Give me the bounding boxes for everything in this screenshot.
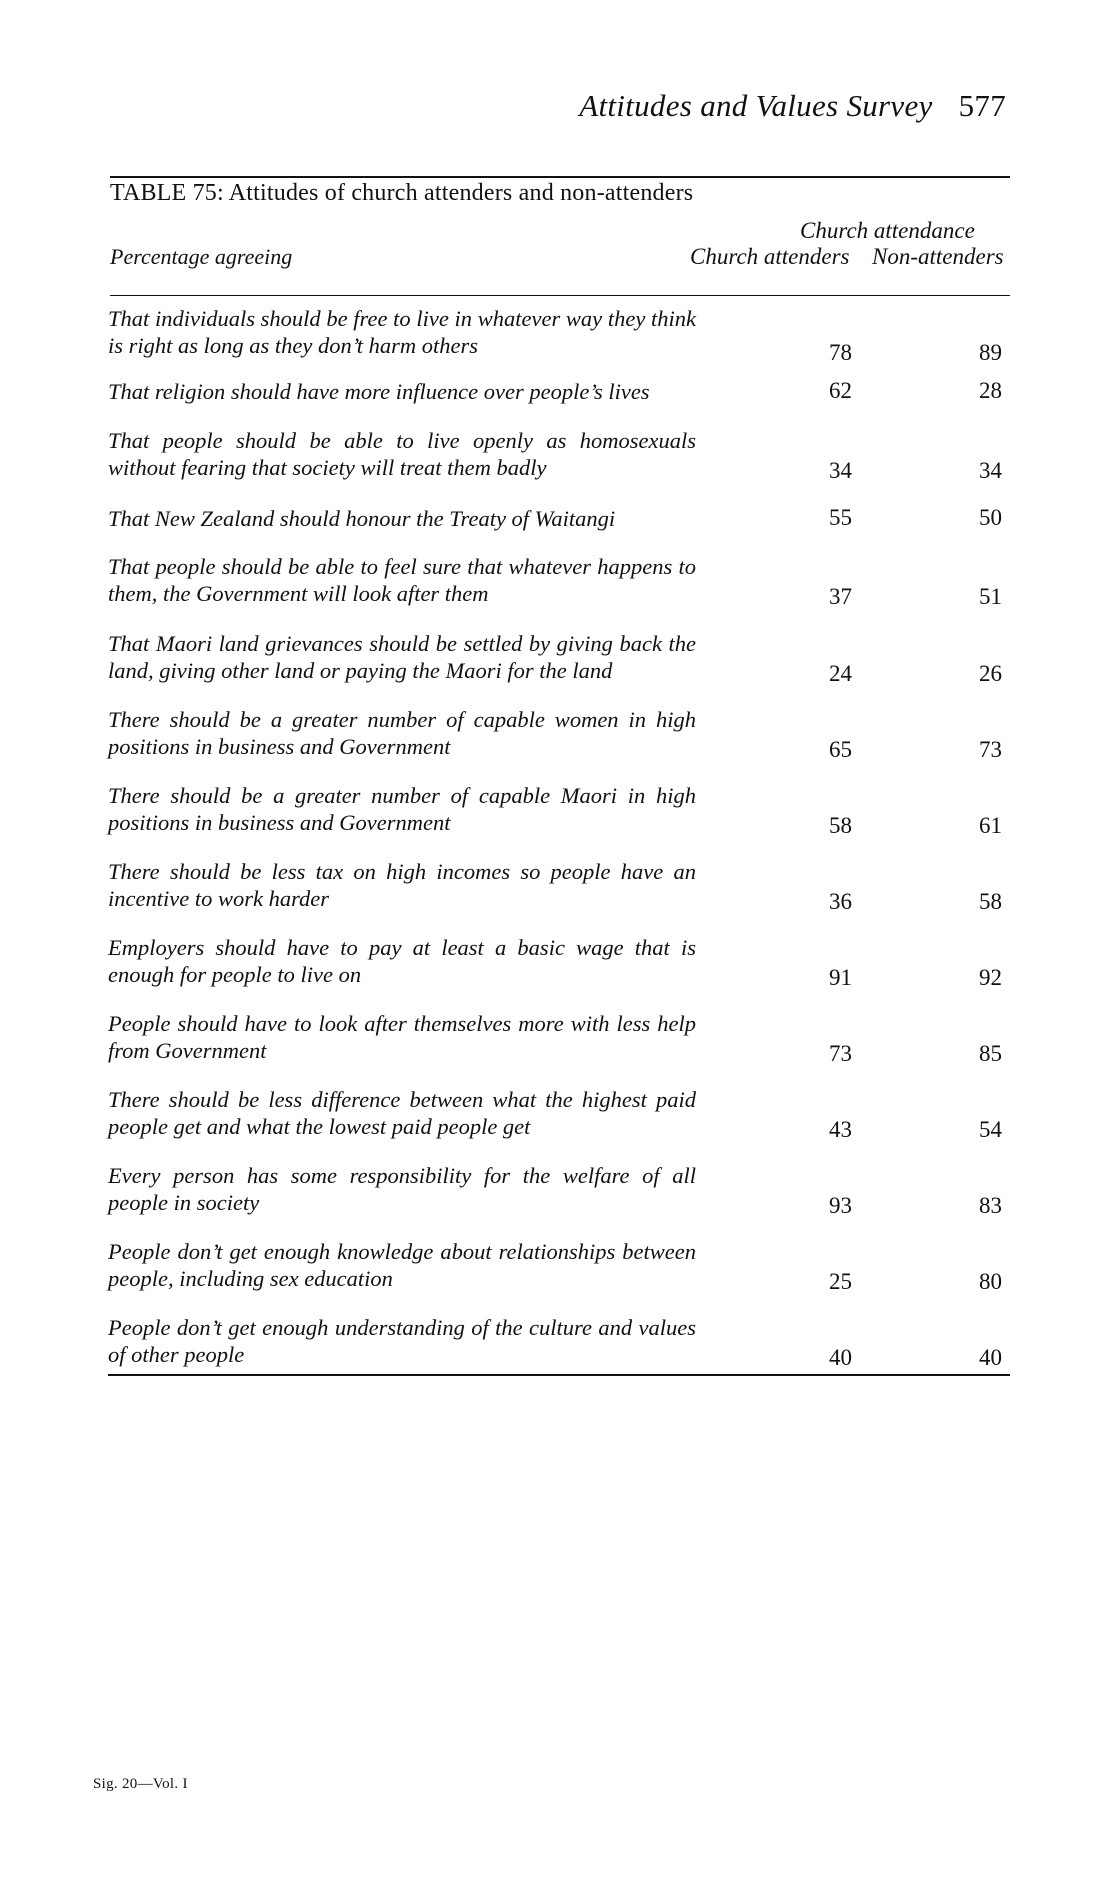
row-label: Employers should have to pay at least a basic wage that is enough for people to live on <box>108 935 696 987</box>
row-label: That people should be able to live openly as homosexuals without fearing that society will treat them badly <box>108 428 696 480</box>
value-attenders: 65 <box>829 737 852 762</box>
value-attenders: 24 <box>829 661 852 686</box>
value-attenders: 34 <box>829 458 852 483</box>
value-non-attenders: 40 <box>979 1345 1002 1370</box>
row-label: People don’t get enough knowledge about relationships between people, including sex education <box>108 1239 696 1291</box>
row-label: That people should be able to feel sure that whatever happens to them, the Government will look after them <box>108 554 696 606</box>
table-caption: TABLE 75: Attitudes of church attenders and non-attenders <box>110 180 694 206</box>
column-heading-attenders: Church attenders <box>690 244 850 269</box>
table-header-rule <box>110 295 1010 296</box>
column-spanner-heading: Church attendance <box>800 218 975 243</box>
row-label: That individuals should be free to live in whatever way they think is right as long as they don’t harm others <box>108 306 696 358</box>
value-attenders: 43 <box>829 1117 852 1142</box>
value-non-attenders: 85 <box>979 1041 1002 1066</box>
row-label: There should be less difference between what the highest paid people get and what the lowest paid people get <box>108 1087 696 1139</box>
value-non-attenders: 28 <box>979 378 1002 403</box>
value-non-attenders: 73 <box>979 737 1002 762</box>
value-non-attenders: 89 <box>979 340 1002 365</box>
row-label: Every person has some responsibility for the welfare of all people in society <box>108 1163 696 1215</box>
value-attenders: 62 <box>829 378 852 403</box>
value-attenders: 25 <box>829 1269 852 1294</box>
table-bottom-rule <box>108 1374 1010 1376</box>
value-non-attenders: 61 <box>979 813 1002 838</box>
value-attenders: 93 <box>829 1193 852 1218</box>
row-label: There should be a greater number of capable Maori in high positions in business and Government <box>108 783 696 835</box>
value-non-attenders: 50 <box>979 505 1002 530</box>
value-attenders: 36 <box>829 889 852 914</box>
row-label: That religion should have more influence over people’s lives <box>108 379 650 404</box>
row-label: There should be a greater number of capable women in high positions in business and Government <box>108 707 696 759</box>
table-top-rule <box>110 176 1010 178</box>
row-label: That Maori land grievances should be settled by giving back the land, giving other land or paying the Maori for the land <box>108 631 696 683</box>
value-attenders: 91 <box>829 965 852 990</box>
signature-mark: Sig. 20—Vol. I <box>93 1776 188 1792</box>
value-non-attenders: 58 <box>979 889 1002 914</box>
running-head-title: Attitudes and Values Survey <box>579 88 933 123</box>
value-attenders: 37 <box>829 584 852 609</box>
row-label: People don’t get enough understanding of the culture and values of other people <box>108 1315 696 1367</box>
value-non-attenders: 80 <box>979 1269 1002 1294</box>
value-attenders: 78 <box>829 340 852 365</box>
column-heading-non-attenders: Non-attenders <box>872 244 1004 269</box>
stub-heading: Percentage agreeing <box>110 244 293 269</box>
value-non-attenders: 34 <box>979 458 1002 483</box>
value-non-attenders: 26 <box>979 661 1002 686</box>
value-non-attenders: 51 <box>979 584 1002 609</box>
row-label: People should have to look after themselves more with less help from Government <box>108 1011 696 1063</box>
value-non-attenders: 92 <box>979 965 1002 990</box>
row-label: There should be less tax on high incomes so people have an incentive to work harder <box>108 859 696 911</box>
value-attenders: 58 <box>829 813 852 838</box>
page-number: 577 <box>958 88 1006 123</box>
row-label: That New Zealand should honour the Treaty of Waitangi <box>108 506 616 531</box>
value-non-attenders: 83 <box>979 1193 1002 1218</box>
value-non-attenders: 54 <box>979 1117 1002 1142</box>
value-attenders: 40 <box>829 1345 852 1370</box>
running-head <box>579 88 1006 124</box>
value-attenders: 55 <box>829 505 852 530</box>
value-attenders: 73 <box>829 1041 852 1066</box>
